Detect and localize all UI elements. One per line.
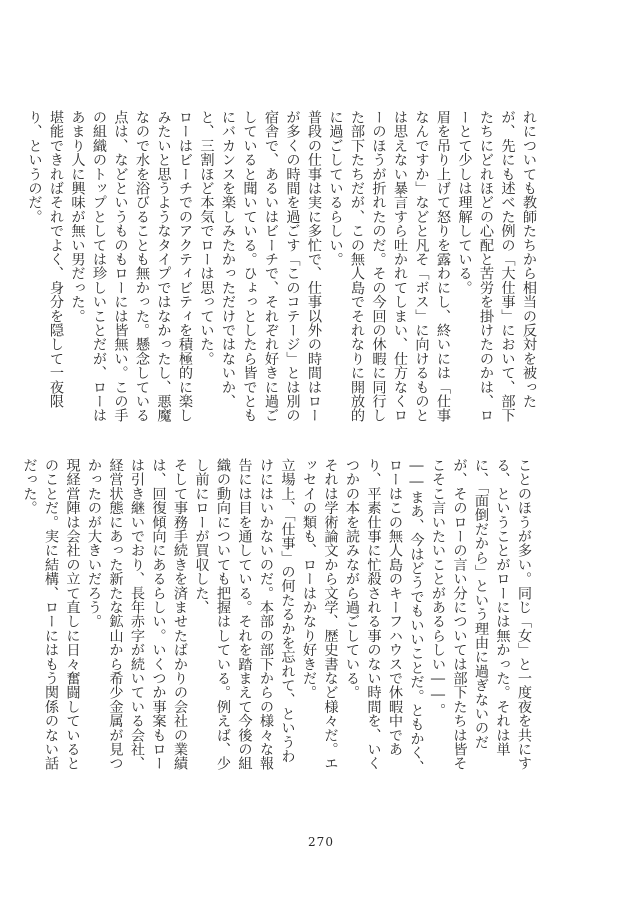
paragraph: 立場上、「仕事」の何たるかを忘れて、というわけにはいかないのだ。本部の部下からの様々な報告には目を通している。それを踏まえて今後の組織の動向についても把握はしている。例えば、少し前にローが買収した、 — [193, 458, 296, 771]
paragraph: ことのほうが多い。同じ「女」と一度夜を共にする、ということがローには無かった。それは単に、「面倒だから」という理由に過ぎないのだが、そのローの言い分については部下たちは皆そこそこ言いたいことがあるらしい――。 — [430, 458, 532, 771]
paragraph: それは学術論文から文学、歴史書など様々だ。エッセイの類も、ローはかなり好きだ。 — [301, 458, 339, 771]
paragraph: れについても教師たちから相当の反対を被ったが、先にも述べた例の「大仕事」において、部下たちにどれほどの心配と苦労を掛けたのかは、ローとて少しは理解している。 — [456, 110, 537, 423]
top-text-block — [26, 110, 539, 432]
paragraph: 堪能できればそれでよく、身分を隠して一夜限り、というのだ。 — [26, 110, 64, 409]
bottom-text-block — [21, 458, 534, 776]
paragraph: ――まあ、今はどうでもいいことだ。ともかく、ローはこの無人島のキーフハウスで休暇中であり、平素仕事に忙殺される事のない時間を、いくつかの本を読みながら過ごしている。 — [344, 458, 425, 774]
paragraph: 現経営陣は会社の立て直しに日々奮闘しているとのことだ。実に結構、ローにはもう関係のない話だった。 — [21, 458, 81, 771]
paragraph: ローはビーチでのアクティビティを積極的に楽しみたいと思うようなタイプではなかったし、悪魔なので水を浴びることも無かった。懸念している点は、などというものもローには皆無い。この手の組織のトップとしては珍しいことだが、ローはあまり人に興味が無い男だった。 — [69, 110, 193, 423]
paragraph: そして事務手続きを済ませたばかりの会社の業績は、回復傾向にあるらしい。いくつか事案もローは引き継いでおり、長年赤字が続いている会社、経営状態にあった新たな鉱山から希少金属が見つかったのが大きいだろう。 — [86, 458, 188, 771]
paragraph: 普段の仕事は実に多忙で、仕事以外の時間はローが多くの時間を過ごす「このコテージ」とは別の宿舎で、あるいはビーチで、それぞれ好きに過ごしていると聞いている。ひょっとしたら皆でともにバカンスを楽しみたかっただけではないか、と、三割ほど本気でローは思っていた。 — [198, 110, 322, 423]
paragraph: 眉を吊り上げて怒りを露わにし、終いには「仕事なんですか」などと凡そ「ボス」に向けるものとは思えない暴言すら吐かれてしまい、仕方なくローのほうが折れたのだ。その今回の休暇に同行した部下たちだが、この無人島でそれなりに開放的に過ごしているらしい。 — [327, 110, 451, 423]
page-number: 270 — [308, 835, 334, 849]
